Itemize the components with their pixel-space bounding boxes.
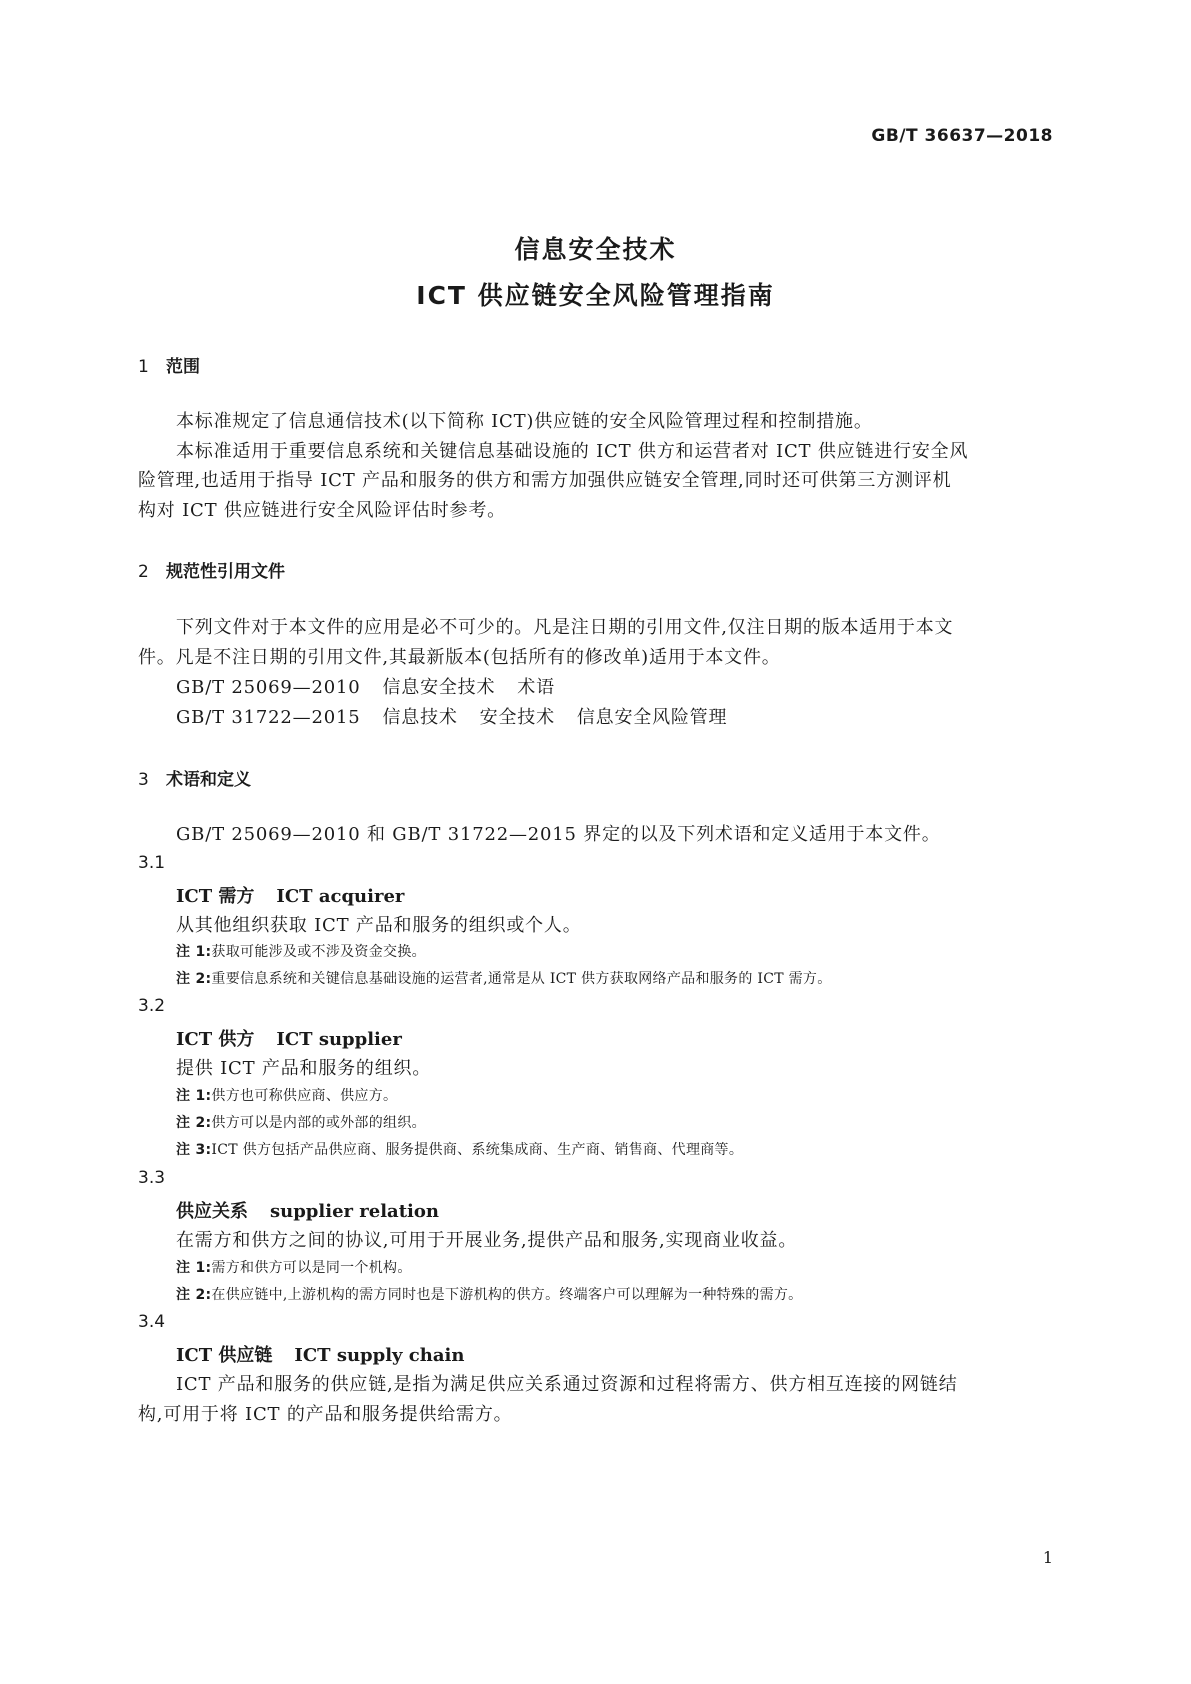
note [176, 1085, 397, 1105]
note-text: 获取可能涉及或不涉及资金交换。 [211, 944, 426, 960]
term-zh: ICT 需方 [176, 886, 255, 907]
paragraph-line: 险管理,也适用于指导 ICT 产品和服务的供方和需方加强供应链安全管理,同时还可供第三方测评机 [138, 470, 952, 491]
clause-number: 3.4 [138, 1312, 166, 1332]
term-entry [176, 1341, 464, 1367]
note-label: 注 1: [176, 944, 212, 960]
term-zh: ICT 供应链 [176, 1345, 273, 1366]
section-heading-scope [138, 352, 200, 377]
document-title-line2: ICT 供应链安全风险管理指南 [416, 281, 775, 310]
section-title: 规范性引用文件 [166, 562, 285, 582]
page-number: 1 [1042, 1548, 1053, 1567]
reference-code: GB/T 31722—2015 [176, 707, 361, 728]
note [176, 1112, 426, 1132]
term-definition: 提供 ICT 产品和服务的组织。 [176, 1058, 432, 1079]
note-label: 注 2: [176, 1115, 212, 1131]
reference-title: 术语 [517, 677, 555, 698]
reference-title: 安全技术 [479, 707, 555, 728]
term-definition-line: ICT 产品和服务的供应链,是指为满足供应关系通过资源和过程将需方、供方相互连接的网链结 [176, 1374, 958, 1395]
paragraph-line: 下列文件对于本文件的应用是必不可少的。凡是注日期的引用文件,仅注日期的版本适用于本文 [176, 617, 954, 638]
paragraph-line: 构对 ICT 供应链进行安全风险评估时参考。 [138, 500, 506, 521]
reference-code: GB/T 25069—2010 [176, 677, 361, 698]
paragraph: 本标准规定了信息通信技术(以下简称 ICT)供应链的安全风险管理过程和控制措施。 [176, 411, 873, 432]
note [176, 968, 832, 988]
section-number: 1 [138, 357, 149, 377]
note [176, 1284, 802, 1304]
note-label: 注 2: [176, 971, 212, 987]
section-heading-normative-references [138, 557, 285, 582]
section-heading-terms-definitions [138, 765, 251, 790]
note-text: 重要信息系统和关键信息基础设施的运营者,通常是从 ICT 供方获取网络产品和服务的 ICT 需方。 [211, 971, 832, 987]
note-label: 注 2: [176, 1287, 212, 1303]
clause-number: 3.3 [138, 1168, 166, 1188]
normative-reference [176, 673, 555, 699]
note-text: 供方也可称供应商、供应方。 [211, 1088, 398, 1104]
term-entry [176, 1197, 439, 1223]
term-en: ICT supplier [276, 1029, 402, 1050]
reference-title: 信息安全风险管理 [576, 707, 728, 728]
term-entry [176, 1025, 402, 1051]
note [176, 1139, 743, 1159]
paragraph: GB/T 25069—2010 和 GB/T 31722—2015 界定的以及下列术语和定义适用于本文件。 [176, 824, 941, 845]
clause-number: 3.1 [138, 853, 166, 873]
section-title: 术语和定义 [166, 770, 251, 790]
note-text: 需方和供方可以是同一个机构。 [211, 1260, 412, 1276]
term-definition-line: 构,可用于将 ICT 的产品和服务提供给需方。 [138, 1404, 513, 1425]
term-definition: 从其他组织获取 ICT 产品和服务的组织或个人。 [176, 915, 582, 936]
normative-reference [176, 703, 727, 729]
reference-title: 信息安全技术 [382, 677, 496, 698]
reference-title: 信息技术 [382, 707, 458, 728]
note-label: 注 3: [176, 1142, 212, 1158]
note [176, 1257, 412, 1277]
section-number: 3 [138, 770, 149, 790]
standard-number: GB/T 36637—2018 [871, 126, 1053, 146]
note [176, 941, 426, 961]
note-text: 在供应链中,上游机构的需方同时也是下游机构的供方。终端客户可以理解为一种特殊的需方。 [211, 1287, 803, 1303]
note-label: 注 1: [176, 1260, 212, 1276]
note-text: 供方可以是内部的或外部的组织。 [211, 1115, 426, 1131]
paragraph-line: 件。凡是不注日期的引用文件,其最新版本(包括所有的修改单)适用于本文件。 [138, 647, 781, 668]
term-definition: 在需方和供方之间的协议,可用于开展业务,提供产品和服务,实现商业收益。 [176, 1230, 798, 1251]
term-entry [176, 882, 404, 908]
note-text: ICT 供方包括产品供应商、服务提供商、系统集成商、生产商、销售商、代理商等。 [211, 1142, 744, 1158]
section-number: 2 [138, 562, 149, 582]
section-title: 范围 [166, 357, 200, 377]
term-en: supplier relation [270, 1201, 439, 1222]
term-zh: 供应关系 [176, 1201, 248, 1222]
clause-number: 3.2 [138, 996, 166, 1016]
term-zh: ICT 供方 [176, 1029, 255, 1050]
note-label: 注 1: [176, 1088, 212, 1104]
term-en: ICT acquirer [276, 886, 405, 907]
term-en: ICT supply chain [294, 1345, 465, 1366]
paragraph-line: 本标准适用于重要信息系统和关键信息基础设施的 ICT 供方和运营者对 ICT 供应链进行安全风 [176, 441, 969, 462]
document-title-line1: 信息安全技术 [514, 235, 677, 264]
